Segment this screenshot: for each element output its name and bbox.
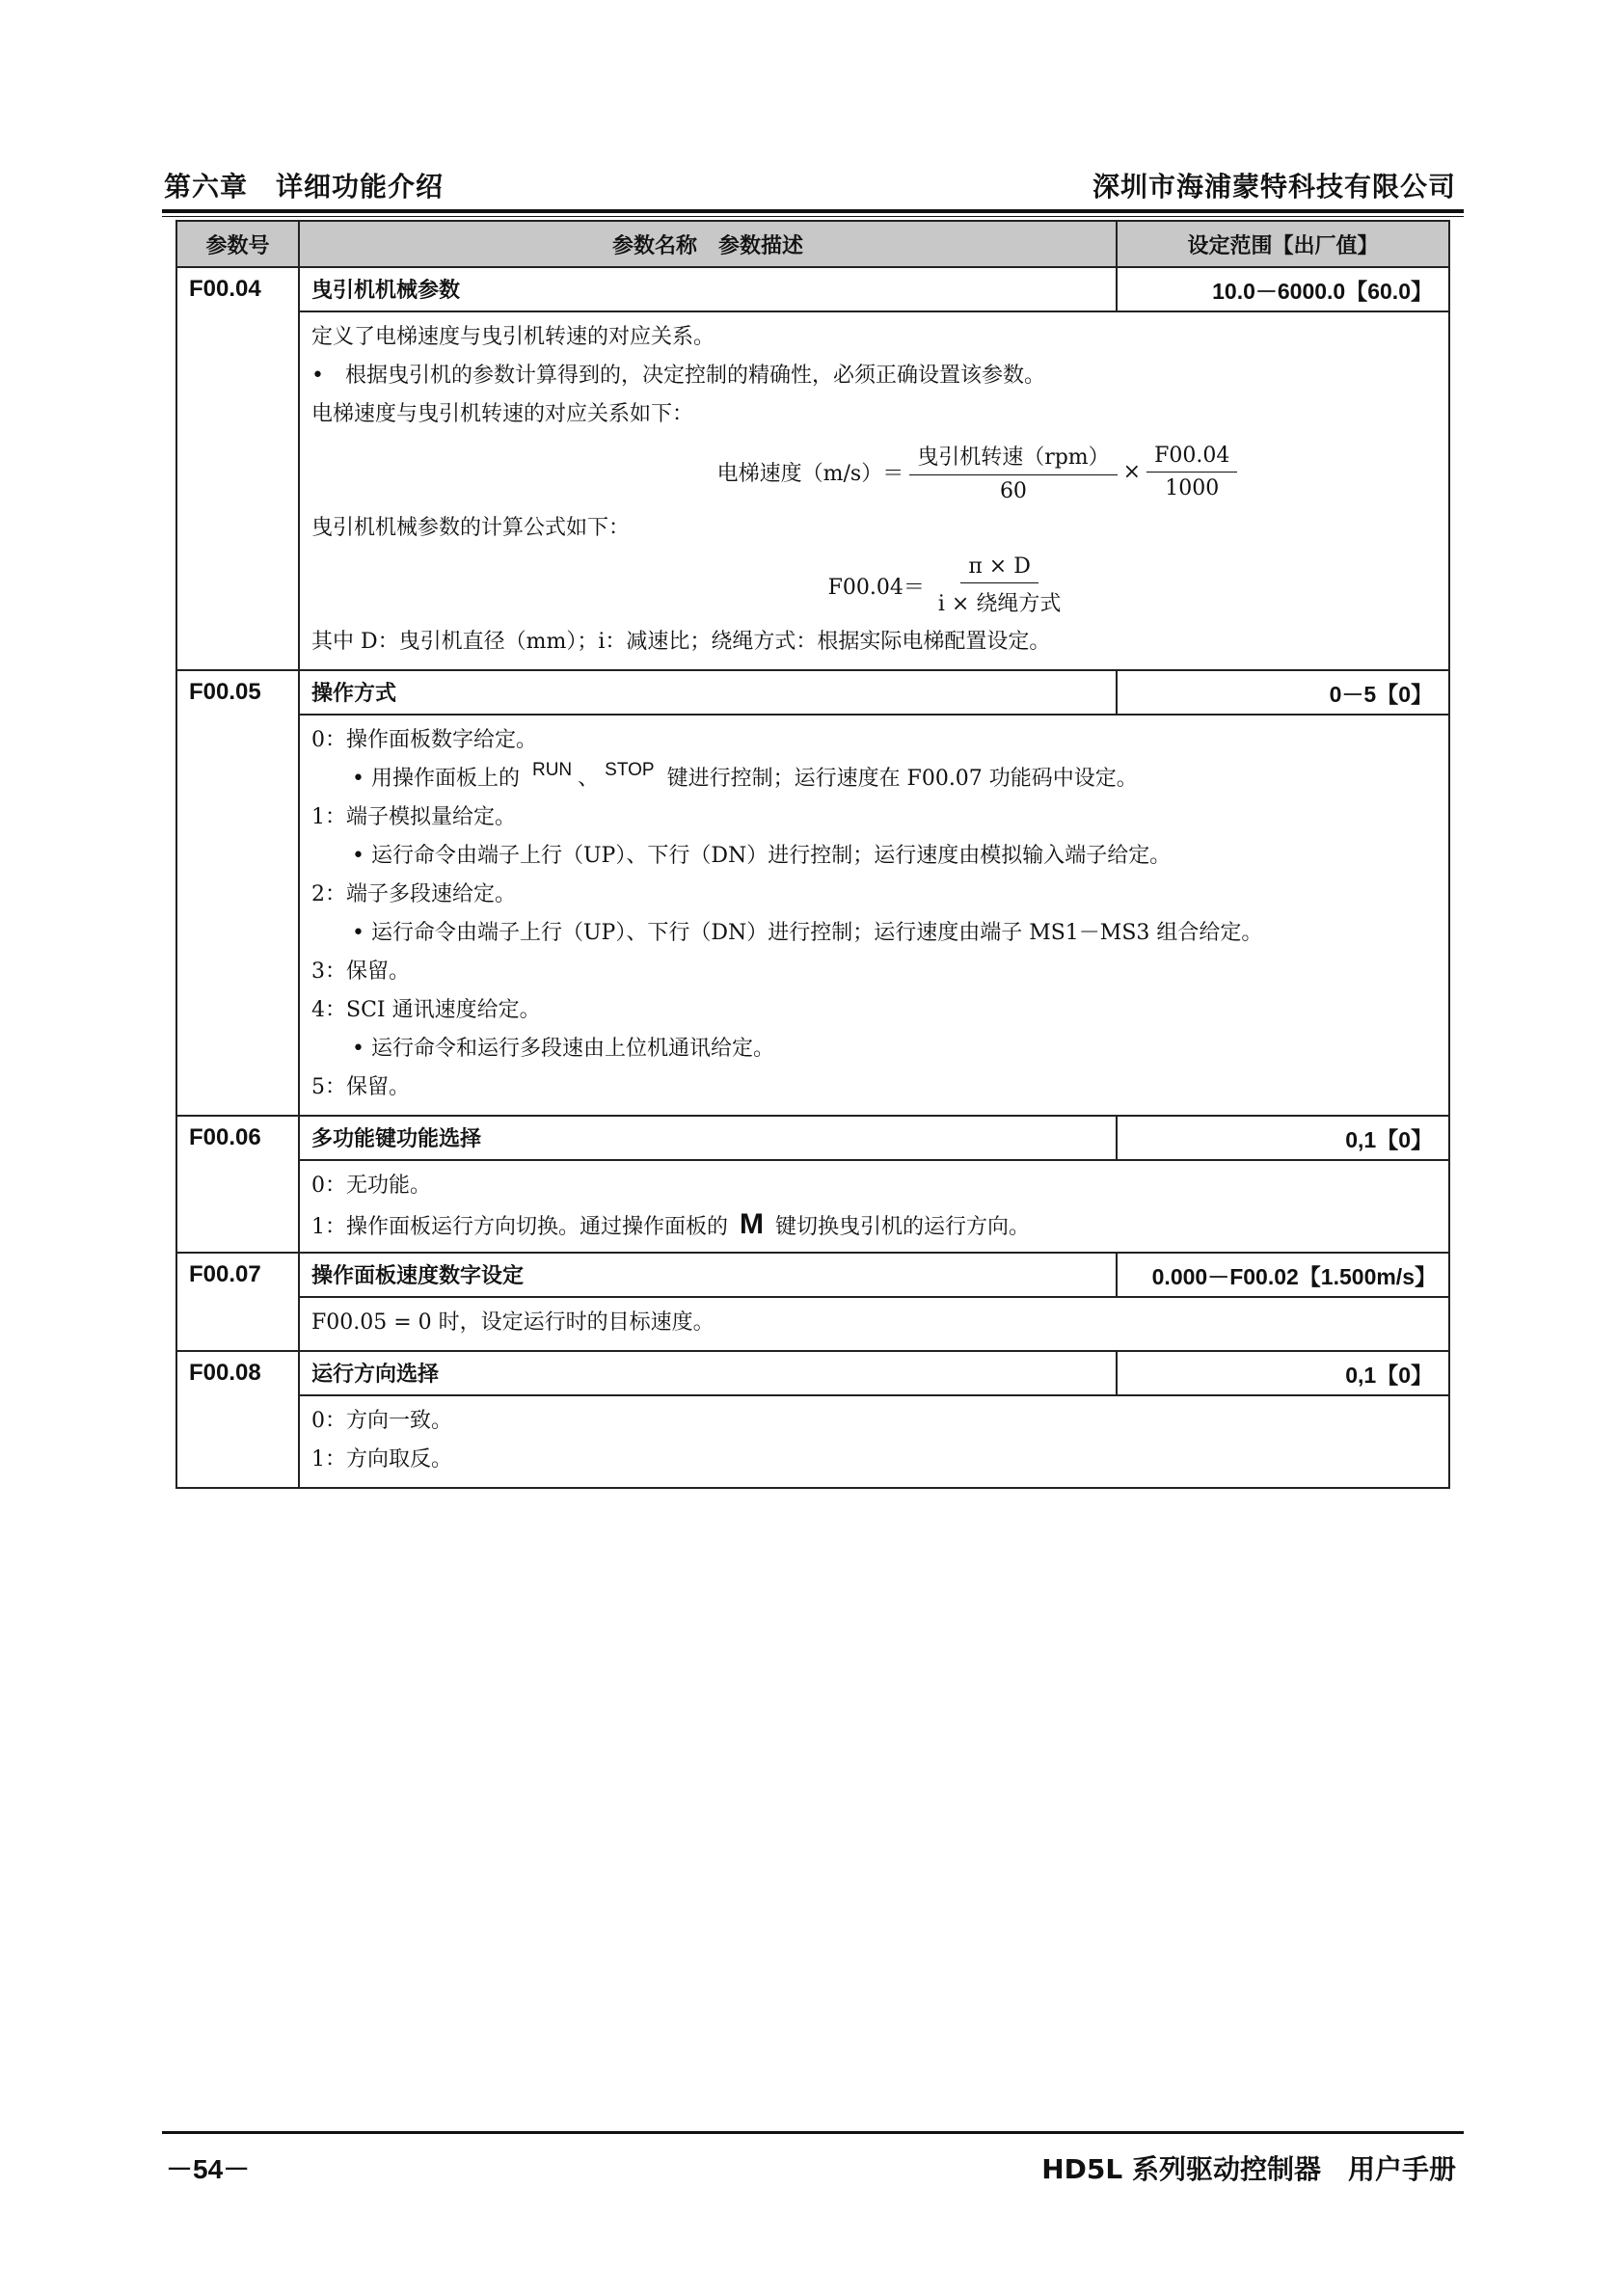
param-id: F00.07 xyxy=(176,1253,299,1351)
desc-line: 定义了电梯速度与曳引机转速的对应关系。 xyxy=(311,325,715,349)
fraction-denominator: i × 绕绳方式 xyxy=(937,591,1062,616)
formula-lhs: F00.04＝ xyxy=(827,575,925,600)
desc-line xyxy=(311,760,1437,798)
table-header-row xyxy=(176,221,1449,267)
desc-line: • 运行命令和运行多段速由上位机通讯给定。 xyxy=(352,1037,774,1061)
param-id: F00.04 xyxy=(176,267,299,670)
desc-line: 5：保留。 xyxy=(311,1075,410,1099)
col-header-id: 参数号 xyxy=(176,221,299,267)
desc-line: F00.05 = 0 时，设定运行时的目标速度。 xyxy=(311,1310,715,1335)
desc-text: 1：操作面板运行方向切换。通过操作面板的 xyxy=(311,1215,728,1239)
manual-title: HD5L 系列驱动控制器 用户手册 xyxy=(1041,2153,1456,2185)
param-description xyxy=(299,311,1449,670)
desc-line: 0：操作面板数字给定。 xyxy=(311,728,537,752)
param-formula xyxy=(311,548,1437,623)
table-row-desc xyxy=(176,1297,1449,1351)
param-name: 运行方向选择 xyxy=(299,1351,1117,1395)
speed-formula xyxy=(311,434,1437,509)
company-name: 深圳市海浦蒙特科技有限公司 xyxy=(1092,171,1456,203)
table-row xyxy=(176,670,1449,715)
param-range: 0,1【0】 xyxy=(1117,1351,1449,1395)
param-id: F00.08 xyxy=(176,1351,299,1488)
fraction-numerator: π × D xyxy=(960,554,1038,583)
param-description xyxy=(299,1395,1449,1488)
table-row xyxy=(176,1253,1449,1297)
col-header-name: 参数名称 参数描述 xyxy=(299,221,1117,267)
fraction-numerator: 曳引机转速（rpm） xyxy=(909,441,1117,475)
param-description xyxy=(299,715,1449,1116)
fraction-numerator: F00.04 xyxy=(1146,444,1237,473)
table-row-desc xyxy=(176,1395,1449,1488)
param-range: 0－5【0】 xyxy=(1117,670,1449,715)
formula-times: × xyxy=(1122,459,1142,484)
desc-text: 键切换曳引机的运行方向。 xyxy=(775,1215,1031,1239)
desc-line: • 根据曳引机的参数计算得到的，决定控制的精确性，必须正确设置该参数。 xyxy=(311,364,1045,388)
formula-lhs: 电梯速度（m/s）＝ xyxy=(716,461,904,486)
stop-key-label: STOP xyxy=(605,760,655,780)
param-name: 操作面板速度数字设定 xyxy=(299,1253,1117,1297)
desc-separator: 、 xyxy=(578,767,600,791)
footer-rule xyxy=(162,2131,1464,2134)
desc-line: • 运行命令由端子上行（UP）、下行（DN）进行控制；运行速度由模拟输入端子给定。 xyxy=(352,844,1172,868)
formula-fraction xyxy=(930,554,1068,617)
col-header-range: 设定范围【出厂值】 xyxy=(1117,221,1449,267)
desc-line: 曳引机机械参数的计算公式如下： xyxy=(311,516,631,540)
desc-line: 3：保留。 xyxy=(311,959,410,984)
desc-text: 键进行控制；运行速度在 F00.07 功能码中设定。 xyxy=(666,767,1138,791)
table-row-desc xyxy=(176,311,1449,670)
fraction-denominator: 60 xyxy=(999,478,1027,503)
param-range: 0.000－F00.02【1.500m/s】 xyxy=(1117,1253,1449,1297)
desc-line: 1：方向取反。 xyxy=(311,1447,452,1472)
page-number: －54－ xyxy=(166,2154,251,2184)
header-rule-thin xyxy=(162,216,1464,217)
desc-line: • 运行命令由端子上行（UP）、下行（DN）进行控制；运行速度由端子 MS1－MS3 组合给定。 xyxy=(352,921,1263,945)
desc-line xyxy=(311,1205,1437,1244)
desc-line: 4：SCI 通讯速度给定。 xyxy=(311,998,541,1022)
run-key-label: RUN xyxy=(531,760,573,780)
fraction-denominator: 1000 xyxy=(1165,475,1220,500)
header-rule xyxy=(162,209,1464,213)
desc-line: 电梯速度与曳引机转速的对应关系如下： xyxy=(311,402,694,426)
table-row xyxy=(176,1351,1449,1395)
desc-line: 0：无功能。 xyxy=(311,1174,431,1198)
desc-line: 1：端子模拟量给定。 xyxy=(311,805,516,829)
param-range: 10.0－6000.0【60.0】 xyxy=(1117,267,1449,311)
table-row-desc xyxy=(176,1160,1449,1253)
param-name: 曳引机机械参数 xyxy=(299,267,1117,311)
desc-line: 2：端子多段速给定。 xyxy=(311,882,516,906)
param-name: 多功能键功能选择 xyxy=(299,1116,1117,1160)
m-key-label: M xyxy=(740,1208,764,1240)
param-range: 0,1【0】 xyxy=(1117,1116,1449,1160)
param-id: F00.06 xyxy=(176,1116,299,1253)
table-row xyxy=(176,1116,1449,1160)
chapter-title: 第六章 详细功能介绍 xyxy=(164,171,445,203)
param-description xyxy=(299,1160,1449,1253)
param-description xyxy=(299,1297,1449,1351)
param-name: 操作方式 xyxy=(299,670,1117,715)
desc-line: 0：方向一致。 xyxy=(311,1409,452,1433)
parameter-table xyxy=(175,220,1450,1489)
desc-text: • 用操作面板上的 xyxy=(352,767,520,791)
desc-line: 其中 D：曳引机直径（mm）；i：减速比；绕绳方式：根据实际电梯配置设定。 xyxy=(311,630,1051,654)
formula-fraction xyxy=(1146,444,1237,500)
table-row xyxy=(176,267,1449,311)
param-id: F00.05 xyxy=(176,670,299,1116)
table-row-desc xyxy=(176,715,1449,1116)
formula-fraction xyxy=(909,441,1117,503)
